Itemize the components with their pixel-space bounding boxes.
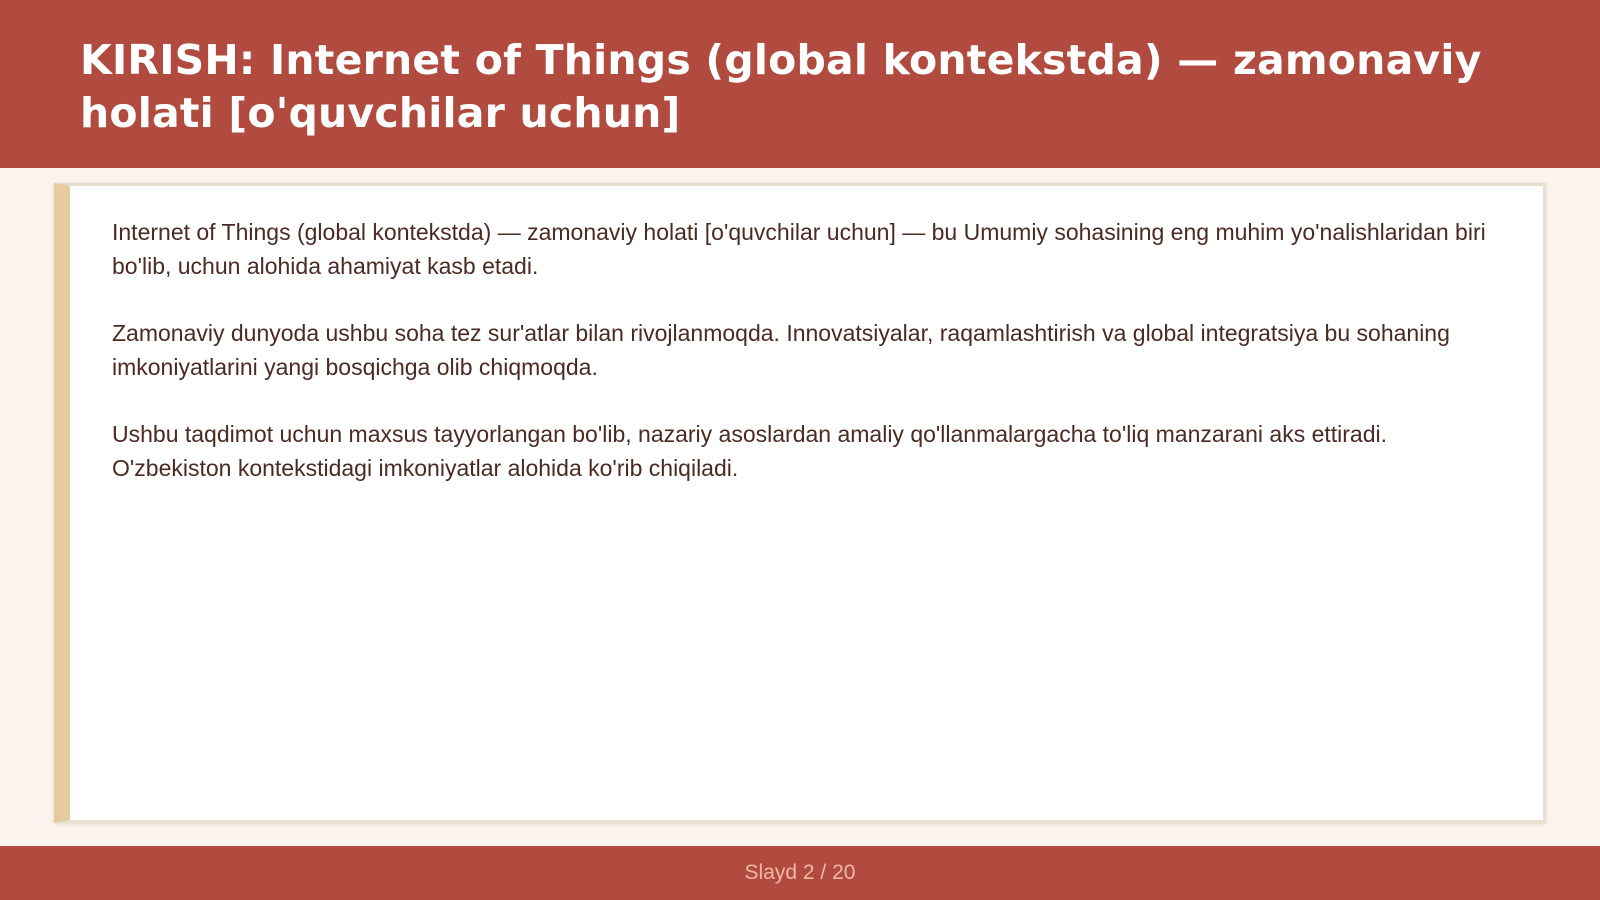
paragraph-presentation-scope: Ushbu taqdimot uchun maxsus tayyorlangan bo'lib, nazariy asoslardan amaliy qo'llanmalargacha to'liq manzarani aks ettiradi. O'zbekiston kontekstidagi imkoniyatlar alohida ko'rib chiqiladi. [112,421,1388,481]
slide-title: KIRISH: Internet of Things (global kontekstda) — zamonaviy holati [o'quvchilar uchun] [80,36,1482,137]
slide-footer [0,846,1600,900]
paragraph-intro: Internet of Things (global kontekstda) — zamonaviy holati [o'quvchilar uchun] — bu Umumiy sohasining eng muhim yo'nalishlaridan biri bo'lib, uchun alohida ahamiyat kasb etadi. [112,219,1486,279]
slide-body [112,215,1512,518]
slide-header [0,0,1600,168]
paragraph-modern-world: Zamonaviy dunyoda ushbu soha tez sur'atlar bilan rivojlanmoqda. Innovatsiyalar, raqamlashtirish va global integratsiya bu sohaning imkoniyatlarini yangi bosqichga olib chiqmoqda. [112,320,1450,380]
slide-counter: Slayd 2 / 20 [744,861,856,884]
content-card [54,183,1546,823]
